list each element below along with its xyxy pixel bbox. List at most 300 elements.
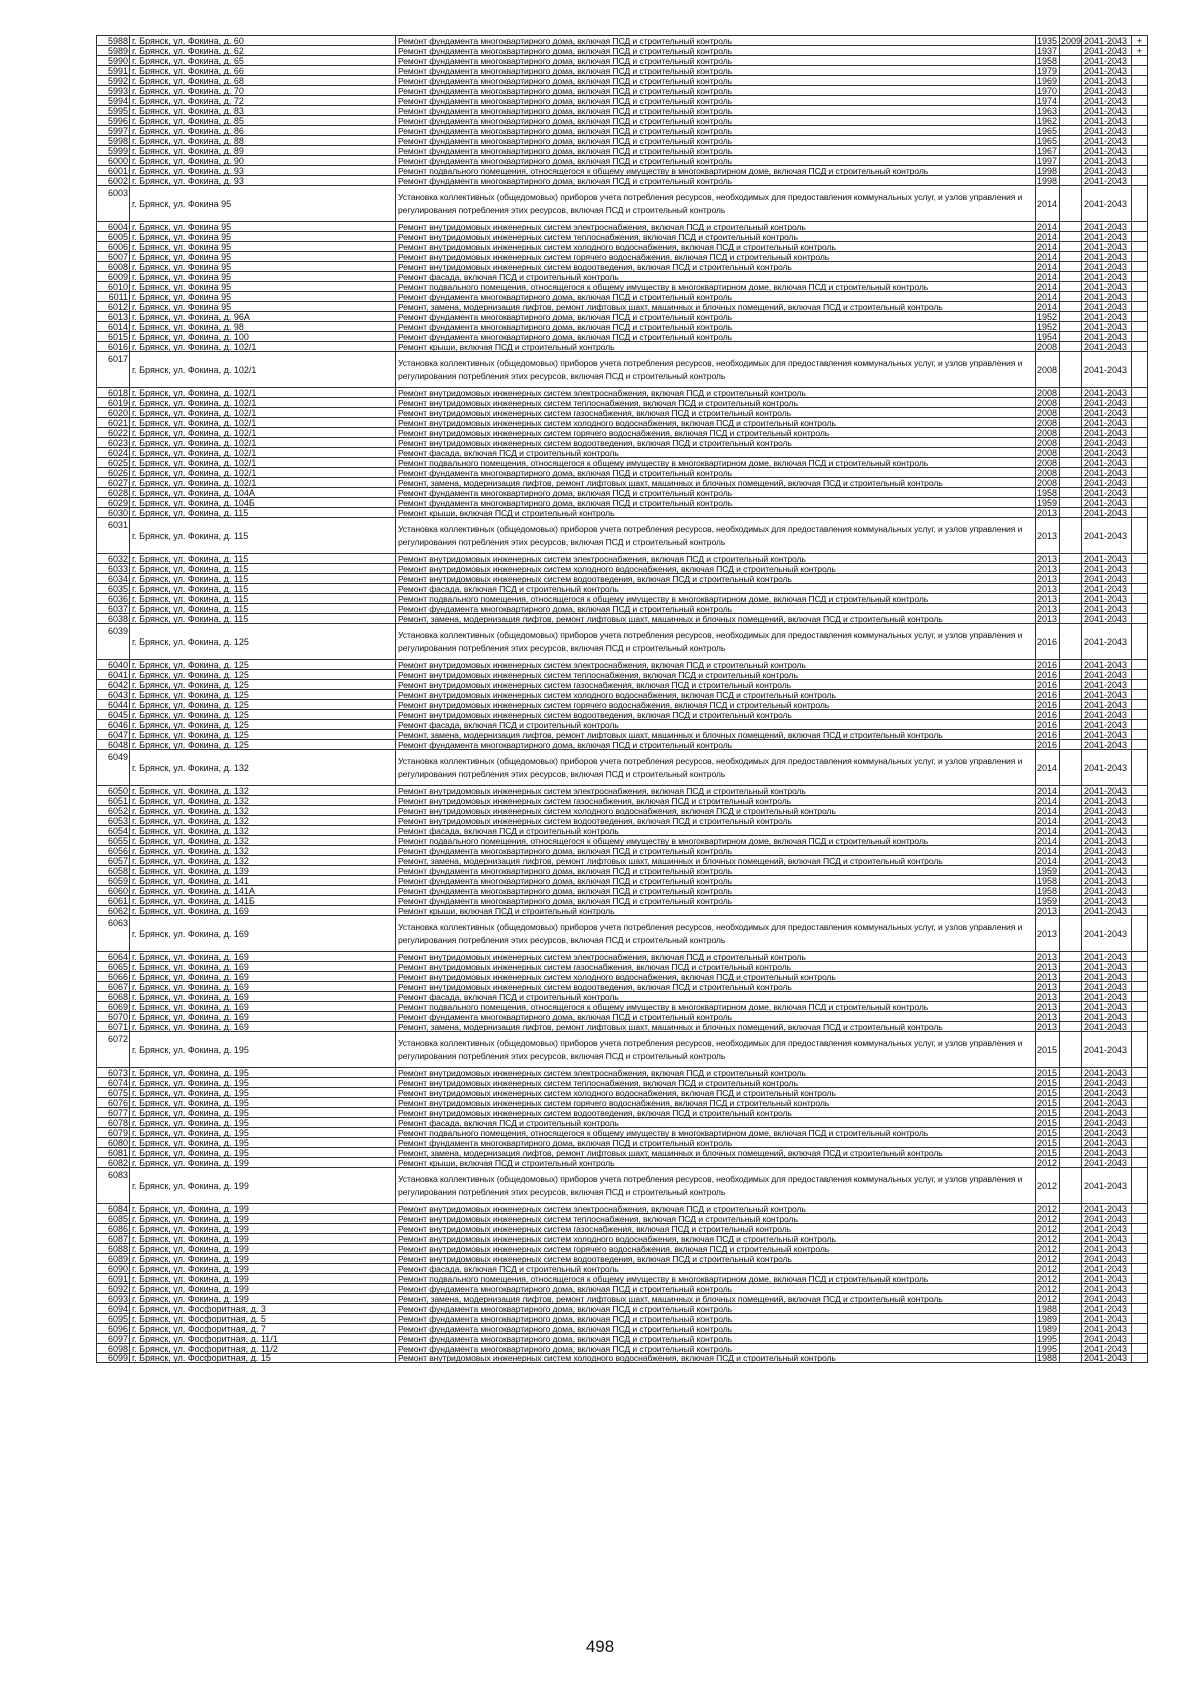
year-repair-cell bbox=[1059, 1118, 1081, 1127]
table-row bbox=[96, 553, 1148, 563]
address-cell: г. Брянск, ул. Фокина 95 bbox=[129, 262, 395, 271]
table-row bbox=[96, 1031, 1148, 1067]
work-type-cell: Ремонт фундамента многоквартирного дома, включая ПСД и строительный контроль bbox=[395, 106, 1035, 115]
row-number: 6077 bbox=[96, 1108, 129, 1117]
address-cell: г. Брянск, ул. Фосфоритная, д. 3 bbox=[129, 1304, 395, 1313]
year-repair-cell bbox=[1059, 408, 1081, 417]
planned-period-cell: 2041-2043 bbox=[1081, 962, 1131, 971]
year-built-cell: 2008 bbox=[1037, 398, 1058, 407]
table-row bbox=[96, 125, 1148, 135]
table-row bbox=[96, 447, 1148, 457]
work-type-cell: Ремонт внутридомовых инженерных систем холодного водоснабжения, включая ПСД и строительный контроль bbox=[395, 564, 1035, 573]
table-row bbox=[96, 95, 1148, 105]
row-number: 6009 bbox=[96, 272, 129, 281]
year-built-cell: 2013 bbox=[1037, 992, 1058, 1001]
year-repair-cell bbox=[1059, 1078, 1081, 1087]
work-type-cell: Ремонт фундамента многоквартирного дома, включая ПСД и строительный контроль bbox=[395, 1334, 1035, 1343]
mark-cell bbox=[1131, 624, 1148, 659]
year-repair-cell bbox=[1059, 624, 1081, 659]
planned-period-cell: 2041-2043 bbox=[1081, 1022, 1131, 1031]
year-repair-cell bbox=[1059, 1314, 1081, 1323]
year-repair-cell bbox=[1059, 916, 1081, 951]
mark-cell bbox=[1131, 146, 1148, 155]
mark-cell bbox=[1131, 1334, 1148, 1343]
mark-cell bbox=[1131, 962, 1148, 971]
address-cell: г. Брянск, ул. Фокина, д. 102/1 bbox=[129, 468, 395, 477]
planned-period-cell: 2041-2043 bbox=[1081, 36, 1131, 45]
work-type-cell: Ремонт внутридомовых инженерных систем электроснабжения, включая ПСД и строительный контроль bbox=[395, 952, 1035, 961]
row-number: 6099 bbox=[96, 1354, 129, 1362]
row-number: 6089 bbox=[96, 1254, 129, 1263]
work-type-cell: Установка коллективных (общедомовых) приборов учета потребления ресурсов, необходимых для предоставления коммунальных услуг, и узлов управления и регулирования потребления этих ресурсов, включая ПСД и строительный контроль bbox=[395, 750, 1035, 785]
mark-cell bbox=[1131, 896, 1148, 905]
year-repair-cell bbox=[1059, 1214, 1081, 1223]
mark-cell bbox=[1131, 292, 1148, 301]
row-number: 6021 bbox=[96, 418, 129, 427]
table-row bbox=[96, 739, 1148, 749]
year-built-cell: 2014 bbox=[1037, 272, 1058, 281]
address-cell: г. Брянск, ул. Фокина, д. 93 bbox=[129, 176, 395, 185]
work-type-cell: Ремонт фундамента многоквартирного дома, включая ПСД и строительный контроль bbox=[395, 176, 1035, 185]
year-repair-cell bbox=[1059, 1244, 1081, 1253]
work-type-cell: Ремонт подвального помещения, относящегося к общему имуществу в многоквартирном доме, включая ПСД и строительный контроль bbox=[395, 1002, 1035, 1011]
year-repair-cell bbox=[1059, 1148, 1081, 1157]
year-built-cell: 2014 bbox=[1035, 186, 1059, 221]
address-cell: г. Брянск, ул. Фокина, д. 132 bbox=[129, 786, 395, 795]
year-built-cell: 1952 bbox=[1037, 322, 1058, 331]
row-number: 6026 bbox=[96, 468, 129, 477]
year-built-cell: 2012 bbox=[1037, 1284, 1058, 1293]
year-repair-cell bbox=[1059, 604, 1081, 613]
year-built-cell: 1963 bbox=[1037, 106, 1058, 115]
row-number: 6043 bbox=[96, 690, 129, 699]
year-built-cell: 2015 bbox=[1037, 1098, 1058, 1107]
row-number: 6087 bbox=[96, 1234, 129, 1243]
planned-period-cell: 2041-2043 bbox=[1081, 1254, 1131, 1263]
year-built-cell: 2014 bbox=[1037, 252, 1058, 261]
planned-period-cell: 2041-2043 bbox=[1081, 1284, 1131, 1293]
year-built-cell: 2014 bbox=[1037, 826, 1058, 835]
address-cell: г. Брянск, ул. Фокина, д. 102/1 bbox=[129, 458, 395, 467]
year-built-cell: 2015 bbox=[1037, 1068, 1058, 1077]
mark-cell bbox=[1131, 262, 1148, 271]
year-built-cell: 1969 bbox=[1037, 76, 1058, 85]
year-repair-cell bbox=[1059, 478, 1081, 487]
planned-period-cell: 2041-2043 bbox=[1081, 806, 1131, 815]
work-type-cell: Ремонт внутридомовых инженерных систем холодного водоснабжения, включая ПСД и строительный контроль bbox=[395, 972, 1035, 981]
year-built-cell: 1952 bbox=[1037, 312, 1058, 321]
address-cell: г. Брянск, ул. Фокина, д. 115 bbox=[129, 574, 395, 583]
table-row bbox=[96, 301, 1148, 311]
planned-period-cell: 2041-2043 bbox=[1081, 660, 1131, 669]
year-repair-cell bbox=[1059, 1254, 1081, 1263]
year-built-cell: 2012 bbox=[1037, 1244, 1058, 1253]
row-number: 6049 bbox=[96, 750, 129, 785]
planned-period-cell: 2041-2043 bbox=[1081, 1304, 1131, 1313]
table-row bbox=[96, 845, 1148, 855]
work-type-cell: Ремонт, замена, модернизация лифтов, ремонт лифтовых шахт, машинных и блочных помещений, включая ПСД и строительный контроль bbox=[395, 614, 1035, 623]
year-built-cell: 2013 bbox=[1037, 584, 1058, 593]
table-row bbox=[96, 115, 1148, 125]
work-type-cell: Ремонт фундамента многоквартирного дома, включая ПСД и строительный контроль bbox=[395, 322, 1035, 331]
mark-cell: + bbox=[1131, 46, 1148, 55]
table-row bbox=[96, 865, 1148, 875]
work-type-cell: Ремонт, замена, модернизация лифтов, ремонт лифтовых шахт, машинных и блочных помещений, включая ПСД и строительный контроль bbox=[395, 302, 1035, 311]
work-type-cell: Ремонт внутридомовых инженерных систем холодного водоснабжения, включая ПСД и строительный контроль bbox=[395, 1354, 1035, 1362]
year-repair-cell bbox=[1059, 1304, 1081, 1313]
planned-period-cell: 2041-2043 bbox=[1081, 786, 1131, 795]
mark-cell bbox=[1131, 564, 1148, 573]
mark-cell bbox=[1131, 690, 1148, 699]
year-built-cell: 2013 bbox=[1037, 604, 1058, 613]
mark-cell bbox=[1131, 1138, 1148, 1147]
year-built-cell: 2012 bbox=[1037, 1204, 1058, 1213]
year-built-cell: 2015 bbox=[1037, 1148, 1058, 1157]
table-row bbox=[96, 221, 1148, 231]
address-cell: г. Брянск, ул. Фокина, д. 90 bbox=[129, 156, 395, 165]
address-cell: г. Брянск, ул. Фокина, д. 195 bbox=[129, 1098, 395, 1107]
table-row bbox=[96, 271, 1148, 281]
mark-cell bbox=[1131, 508, 1148, 517]
year-built-cell: 2008 bbox=[1037, 468, 1058, 477]
address-cell: г. Брянск, ул. Фокина, д. 115 bbox=[129, 508, 395, 517]
planned-period-cell: 2041-2043 bbox=[1081, 1098, 1131, 1107]
planned-period-cell: 2041-2043 bbox=[1081, 700, 1131, 709]
mark-cell bbox=[1131, 1118, 1148, 1127]
table-row bbox=[96, 1077, 1148, 1087]
work-type-cell: Ремонт внутридомовых инженерных систем газоснабжения, включая ПСД и строительный контроль bbox=[395, 962, 1035, 971]
table-row bbox=[96, 905, 1148, 915]
work-type-cell: Ремонт внутридомовых инженерных систем горячего водоснабжения, включая ПСД и строительный контроль bbox=[395, 428, 1035, 437]
address-cell: г. Брянск, ул. Фокина, д. 199 bbox=[129, 1294, 395, 1303]
year-built-cell: 1962 bbox=[1037, 116, 1058, 125]
work-type-cell: Ремонт подвального помещения, относящегося к общему имуществу в многоквартирном доме, включая ПСД и строительный контроль bbox=[395, 1274, 1035, 1283]
year-repair-cell bbox=[1059, 518, 1081, 553]
row-number: 6050 bbox=[96, 786, 129, 795]
table-row bbox=[96, 669, 1148, 679]
work-type-cell: Ремонт фундамента многоквартирного дома, включая ПСД и строительный контроль bbox=[395, 56, 1035, 65]
planned-period-cell: 2041-2043 bbox=[1081, 670, 1131, 679]
year-repair-cell bbox=[1059, 1012, 1081, 1021]
address-cell: г. Брянск, ул. Фокина, д. 88 bbox=[129, 136, 395, 145]
table-row bbox=[96, 1011, 1148, 1021]
address-cell: г. Брянск, ул. Фокина, д. 125 bbox=[129, 670, 395, 679]
year-built-cell: 2016 bbox=[1037, 700, 1058, 709]
mark-cell bbox=[1131, 1098, 1148, 1107]
mark-cell bbox=[1131, 796, 1148, 805]
planned-period-cell: 2041-2043 bbox=[1081, 614, 1131, 623]
year-built-cell: 2016 bbox=[1037, 740, 1058, 749]
address-cell: г. Брянск, ул. Фокина, д. 195 bbox=[129, 1108, 395, 1117]
year-repair-cell bbox=[1059, 232, 1081, 241]
mark-cell bbox=[1131, 1088, 1148, 1097]
mark-cell bbox=[1131, 952, 1148, 961]
planned-period-cell: 2041-2043 bbox=[1081, 458, 1131, 467]
work-type-cell: Ремонт фасада, включая ПСД и строительный контроль bbox=[395, 1118, 1035, 1127]
row-number: 6064 bbox=[96, 952, 129, 961]
planned-period-cell: 2041-2043 bbox=[1081, 710, 1131, 719]
row-number: 5996 bbox=[96, 116, 129, 125]
row-number: 6003 bbox=[96, 186, 129, 221]
table-row bbox=[96, 35, 1148, 45]
address-cell: г. Брянск, ул. Фокина, д. 102/1 bbox=[129, 398, 395, 407]
planned-period-cell: 2041-2043 bbox=[1081, 916, 1131, 951]
planned-period-cell: 2041-2043 bbox=[1081, 332, 1131, 341]
row-number: 5990 bbox=[96, 56, 129, 65]
address-cell: г. Брянск, ул. Фокина, д. 66 bbox=[129, 66, 395, 75]
mark-cell bbox=[1131, 866, 1148, 875]
row-number: 6060 bbox=[96, 886, 129, 895]
year-repair-cell bbox=[1059, 982, 1081, 991]
year-repair-cell bbox=[1059, 126, 1081, 135]
planned-period-cell: 2041-2043 bbox=[1081, 846, 1131, 855]
planned-period-cell: 2041-2043 bbox=[1081, 352, 1131, 387]
year-built-cell: 2008 bbox=[1037, 388, 1058, 397]
work-type-cell: Ремонт подвального помещения, относящегося к общему имуществу в многоквартирном доме, включая ПСД и строительный контроль bbox=[395, 1128, 1035, 1137]
year-built-cell: 2013 bbox=[1037, 554, 1058, 563]
mark-cell bbox=[1131, 1354, 1148, 1362]
planned-period-cell: 2041-2043 bbox=[1081, 166, 1131, 175]
mark-cell bbox=[1131, 76, 1148, 85]
address-cell: г. Брянск, ул. Фокина, д. 169 bbox=[129, 1002, 395, 1011]
work-type-cell: Ремонт фасада, включая ПСД и строительный контроль bbox=[395, 1264, 1035, 1273]
row-number: 6061 bbox=[96, 896, 129, 905]
year-repair-cell bbox=[1059, 886, 1081, 895]
mark-cell bbox=[1131, 322, 1148, 331]
row-number: 6095 bbox=[96, 1314, 129, 1323]
address-cell: г. Брянск, ул. Фокина, д. 195 bbox=[129, 1148, 395, 1157]
planned-period-cell: 2041-2043 bbox=[1081, 982, 1131, 991]
address-cell: г. Брянск, ул. Фокина, д. 139 bbox=[129, 866, 395, 875]
address-cell: г. Брянск, ул. Фокина 95 bbox=[129, 282, 395, 291]
planned-period-cell: 2041-2043 bbox=[1081, 1118, 1131, 1127]
address-cell: г. Брянск, ул. Фокина 95 bbox=[129, 186, 395, 221]
year-built-cell: 2013 bbox=[1037, 564, 1058, 573]
work-type-cell: Установка коллективных (общедомовых) приборов учета потребления ресурсов, необходимых для предоставления коммунальных услуг, и узлов управления и регулирования потребления этих ресурсов, включая ПСД и строительный контроль bbox=[395, 624, 1035, 659]
work-type-cell: Ремонт внутридомовых инженерных систем водоотведения, включая ПСД и строительный контроль bbox=[395, 438, 1035, 447]
mark-cell bbox=[1131, 750, 1148, 785]
table-row bbox=[96, 915, 1148, 951]
planned-period-cell: 2041-2043 bbox=[1081, 488, 1131, 497]
planned-period-cell: 2041-2043 bbox=[1081, 1294, 1131, 1303]
mark-cell bbox=[1131, 312, 1148, 321]
address-cell: г. Брянск, ул. Фокина, д. 115 bbox=[129, 594, 395, 603]
year-repair-cell bbox=[1059, 846, 1081, 855]
planned-period-cell: 2041-2043 bbox=[1081, 86, 1131, 95]
address-cell: г. Брянск, ул. Фокина, д. 102/1 bbox=[129, 408, 395, 417]
year-built-cell: 2013 bbox=[1037, 614, 1058, 623]
row-number: 6052 bbox=[96, 806, 129, 815]
year-repair-cell bbox=[1059, 1224, 1081, 1233]
row-number: 6066 bbox=[96, 972, 129, 981]
year-built-cell: 1967 bbox=[1037, 146, 1058, 155]
mark-cell bbox=[1131, 720, 1148, 729]
table-row bbox=[96, 689, 1148, 699]
year-built-cell: 1979 bbox=[1037, 66, 1058, 75]
work-type-cell: Ремонт внутридомовых инженерных систем электроснабжения, включая ПСД и строительный контроль bbox=[395, 1204, 1035, 1213]
planned-period-cell: 2041-2043 bbox=[1081, 448, 1131, 457]
address-cell: г. Брянск, ул. Фокина, д. 115 bbox=[129, 604, 395, 613]
table-row bbox=[96, 1203, 1148, 1213]
address-cell: г. Брянск, ул. Фосфоритная, д. 11/2 bbox=[129, 1344, 395, 1353]
work-type-cell: Ремонт внутридомовых инженерных систем холодного водоснабжения, включая ПСД и строительный контроль bbox=[395, 418, 1035, 427]
table-row bbox=[96, 467, 1148, 477]
row-number: 6088 bbox=[96, 1244, 129, 1253]
year-built-cell: 2016 bbox=[1037, 730, 1058, 739]
table-row bbox=[96, 397, 1148, 407]
work-type-cell: Ремонт подвального помещения, относящегося к общему имуществу в многоквартирном доме, включая ПСД и строительный контроль bbox=[395, 458, 1035, 467]
mark-cell bbox=[1131, 458, 1148, 467]
work-type-cell: Ремонт внутридомовых инженерных систем газоснабжения, включая ПСД и строительный контроль bbox=[395, 680, 1035, 689]
year-repair-cell bbox=[1059, 1138, 1081, 1147]
work-type-cell: Ремонт крыши, включая ПСД и строительный контроль bbox=[395, 906, 1035, 915]
address-cell: г. Брянск, ул. Фокина, д. 199 bbox=[129, 1168, 395, 1203]
year-repair-cell bbox=[1059, 554, 1081, 563]
work-type-cell: Ремонт внутридомовых инженерных систем газоснабжения, включая ПСД и строительный контроль bbox=[395, 1224, 1035, 1233]
planned-period-cell: 2041-2043 bbox=[1081, 1088, 1131, 1097]
mark-cell bbox=[1131, 700, 1148, 709]
table-row bbox=[96, 1213, 1148, 1223]
year-built-cell: 1974 bbox=[1037, 96, 1058, 105]
work-type-cell: Ремонт фундамента многоквартирного дома, включая ПСД и строительный контроль bbox=[395, 1314, 1035, 1323]
table-row bbox=[96, 55, 1148, 65]
year-built-cell: 1998 bbox=[1037, 176, 1058, 185]
mark-cell bbox=[1131, 972, 1148, 981]
row-number: 6084 bbox=[96, 1204, 129, 1213]
planned-period-cell: 2041-2043 bbox=[1081, 302, 1131, 311]
row-number: 6022 bbox=[96, 428, 129, 437]
work-type-cell: Ремонт внутридомовых инженерных систем холодного водоснабжения, включая ПСД и строительный контроль bbox=[395, 806, 1035, 815]
work-type-cell: Ремонт фундамента многоквартирного дома, включая ПСД и строительный контроль bbox=[395, 292, 1035, 301]
planned-period-cell: 2041-2043 bbox=[1081, 906, 1131, 915]
year-built-cell: 2016 bbox=[1037, 690, 1058, 699]
table-row bbox=[96, 497, 1148, 507]
planned-period-cell: 2041-2043 bbox=[1081, 282, 1131, 291]
year-repair-cell bbox=[1059, 222, 1081, 231]
table-row bbox=[96, 961, 1148, 971]
row-number: 6080 bbox=[96, 1138, 129, 1147]
row-number: 6032 bbox=[96, 554, 129, 563]
row-number: 5994 bbox=[96, 96, 129, 105]
planned-period-cell: 2041-2043 bbox=[1081, 952, 1131, 961]
row-number: 6039 bbox=[96, 624, 129, 659]
table-row bbox=[96, 45, 1148, 55]
planned-period-cell: 2041-2043 bbox=[1081, 388, 1131, 397]
year-built-cell: 2014 bbox=[1037, 222, 1058, 231]
work-type-cell: Ремонт фундамента многоквартирного дома, включая ПСД и строительный контроль bbox=[395, 156, 1035, 165]
year-repair-cell bbox=[1059, 1068, 1081, 1077]
year-built-cell: 2012 bbox=[1037, 1254, 1058, 1263]
address-cell: г. Брянск, ул. Фокина, д. 102/1 bbox=[129, 342, 395, 351]
row-number: 6005 bbox=[96, 232, 129, 241]
table-row bbox=[96, 1021, 1148, 1031]
address-cell: г. Брянск, ул. Фокина, д. 115 bbox=[129, 554, 395, 563]
planned-period-cell: 2041-2043 bbox=[1081, 554, 1131, 563]
year-built-cell: 1959 bbox=[1037, 866, 1058, 875]
row-number: 5995 bbox=[96, 106, 129, 115]
address-cell: г. Брянск, ул. Фокина, д. 195 bbox=[129, 1118, 395, 1127]
year-repair-cell bbox=[1059, 76, 1081, 85]
year-built-cell: 2014 bbox=[1037, 282, 1058, 291]
work-type-cell: Установка коллективных (общедомовых) приборов учета потребления ресурсов, необходимых для предоставления коммунальных услуг, и узлов управления и регулирования потребления этих ресурсов, включая ПСД и строительный контроль bbox=[395, 518, 1035, 553]
table-row bbox=[96, 1273, 1148, 1283]
work-type-cell: Ремонт фасада, включая ПСД и строительный контроль bbox=[395, 584, 1035, 593]
planned-period-cell: 2041-2043 bbox=[1081, 46, 1131, 55]
row-number: 6045 bbox=[96, 710, 129, 719]
row-number: 6027 bbox=[96, 478, 129, 487]
year-built-cell: 2013 bbox=[1037, 1002, 1058, 1011]
work-type-cell: Ремонт, замена, модернизация лифтов, ремонт лифтовых шахт, машинных и блочных помещений, включая ПСД и строительный контроль bbox=[395, 730, 1035, 739]
table-row bbox=[96, 563, 1148, 573]
mark-cell bbox=[1131, 232, 1148, 241]
table-row bbox=[96, 951, 1148, 961]
mark-cell bbox=[1131, 96, 1148, 105]
table-row bbox=[96, 477, 1148, 487]
work-type-cell: Ремонт крыши, включая ПСД и строительный контроль bbox=[395, 342, 1035, 351]
row-number: 6011 bbox=[96, 292, 129, 301]
mark-cell bbox=[1131, 816, 1148, 825]
year-built-cell: 2016 bbox=[1037, 710, 1058, 719]
address-cell: г. Брянск, ул. Фокина, д. 169 bbox=[129, 972, 395, 981]
table-row bbox=[96, 437, 1148, 447]
year-built-cell: 1958 bbox=[1037, 56, 1058, 65]
mark-cell bbox=[1131, 1244, 1148, 1253]
table-row bbox=[96, 785, 1148, 795]
year-built-cell: 2013 bbox=[1037, 982, 1058, 991]
mark-cell bbox=[1131, 1002, 1148, 1011]
table-row bbox=[96, 135, 1148, 145]
work-type-cell: Ремонт фундамента многоквартирного дома, включая ПСД и строительный контроль bbox=[395, 866, 1035, 875]
planned-period-cell: 2041-2043 bbox=[1081, 680, 1131, 689]
planned-period-cell: 2041-2043 bbox=[1081, 1002, 1131, 1011]
address-cell: г. Брянск, ул. Фокина, д. 96А bbox=[129, 312, 395, 321]
year-repair-cell bbox=[1059, 564, 1081, 573]
row-number: 6002 bbox=[96, 176, 129, 185]
year-repair-cell bbox=[1059, 1022, 1081, 1031]
work-type-cell: Ремонт фундамента многоквартирного дома, включая ПСД и строительный контроль bbox=[395, 146, 1035, 155]
address-cell: г. Брянск, ул. Фокина, д. 125 bbox=[129, 700, 395, 709]
planned-period-cell: 2041-2043 bbox=[1081, 574, 1131, 583]
year-repair-cell bbox=[1059, 1088, 1081, 1097]
planned-period-cell: 2041-2043 bbox=[1081, 156, 1131, 165]
row-number: 6016 bbox=[96, 342, 129, 351]
address-cell: г. Брянск, ул. Фокина, д. 102/1 bbox=[129, 418, 395, 427]
year-repair-cell bbox=[1059, 1324, 1081, 1333]
year-repair-cell bbox=[1059, 690, 1081, 699]
year-repair-cell bbox=[1059, 992, 1081, 1001]
planned-period-cell: 2041-2043 bbox=[1081, 866, 1131, 875]
table-row bbox=[96, 1293, 1148, 1303]
planned-period-cell: 2041-2043 bbox=[1081, 186, 1131, 221]
year-built-cell: 2014 bbox=[1037, 242, 1058, 251]
table-row bbox=[96, 321, 1148, 331]
row-number: 6042 bbox=[96, 680, 129, 689]
row-number: 6038 bbox=[96, 614, 129, 623]
row-number: 6053 bbox=[96, 816, 129, 825]
year-repair-cell bbox=[1059, 806, 1081, 815]
work-type-cell: Ремонт внутридомовых инженерных систем теплоснабжения, включая ПСД и строительный контроль bbox=[395, 398, 1035, 407]
year-built-cell: 2013 bbox=[1037, 1022, 1058, 1031]
year-built-cell: 2014 bbox=[1037, 816, 1058, 825]
planned-period-cell: 2041-2043 bbox=[1081, 438, 1131, 447]
row-number: 6065 bbox=[96, 962, 129, 971]
mark-cell bbox=[1131, 136, 1148, 145]
planned-period-cell: 2041-2043 bbox=[1081, 624, 1131, 659]
planned-period-cell: 2041-2043 bbox=[1081, 498, 1131, 507]
row-number: 6047 bbox=[96, 730, 129, 739]
year-repair-cell bbox=[1059, 106, 1081, 115]
row-number: 6029 bbox=[96, 498, 129, 507]
